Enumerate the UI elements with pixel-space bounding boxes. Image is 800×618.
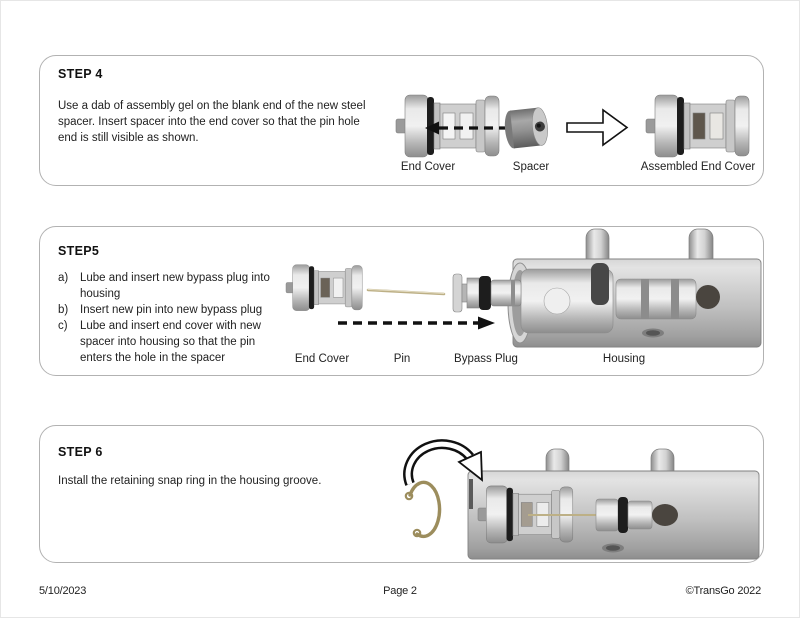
step6-figure (396, 438, 768, 570)
item-line: housing (80, 288, 121, 300)
list-item (58, 302, 270, 318)
step6-body-line: Install the retaining snap ring in the housing groove. (58, 475, 322, 487)
o-ring (507, 488, 513, 541)
item-line: Lube and insert new bypass plug into (80, 272, 270, 284)
spacer-in-window (321, 278, 330, 297)
end-cover-window (333, 278, 343, 297)
step4-body-line: Use a dab of assembly gel on the blank end of the new steel (58, 100, 366, 112)
step4-heading: STEP 4 (58, 67, 103, 81)
step5-heading: STEP5 (58, 244, 100, 258)
end-cover-illustration (396, 95, 499, 157)
item-line: Lube and insert end cover with new (80, 320, 261, 332)
o-ring (618, 497, 628, 533)
end-cover-window (443, 113, 455, 139)
item-marker: a) (58, 272, 69, 284)
step4-body (58, 98, 366, 146)
item-line: Insert new pin into new bypass plug (80, 304, 263, 316)
spring-slot (591, 263, 609, 305)
step5-instruction-list (58, 270, 270, 366)
spacer-in-window (693, 113, 705, 139)
o-ring (479, 276, 491, 310)
housing-label: Housing (602, 353, 646, 365)
o-ring (677, 97, 684, 155)
bypass-plug-illustration (453, 274, 521, 312)
end-cover-window (710, 113, 723, 139)
end-cover-illustration (286, 265, 362, 311)
step6-body (58, 473, 321, 489)
footer-page-number: Page 2 (383, 585, 417, 597)
assembled-end-cover-label: Assembled End Cover (640, 161, 756, 173)
step4-body-line: spacer. Insert spacer into the end cover so that the pin hole (58, 116, 360, 128)
item-marker: b) (58, 304, 69, 316)
pin-label: Pin (393, 353, 411, 365)
snap-ring-illustration (406, 482, 440, 536)
plug-dark-tip (652, 504, 678, 526)
housing-illustration (508, 229, 761, 347)
footer-copyright: ©TransGo 2022 (685, 585, 761, 597)
step4-body-line: end is still visible as shown. (58, 132, 199, 144)
transform-arrow-icon (567, 110, 627, 145)
spacer-illustration (503, 107, 549, 149)
footer-date: 5/10/2023 (39, 585, 87, 597)
step5-figure (284, 227, 766, 375)
o-ring (309, 266, 314, 309)
plug-dark-tip (696, 285, 720, 309)
bypass-plug-label: Bypass Plug (454, 353, 518, 365)
spacer-label: Spacer (512, 161, 550, 173)
list-item (58, 318, 270, 366)
snap-ring-groove (469, 479, 473, 509)
pin-illustration (368, 289, 444, 294)
snap-ring-body (410, 482, 440, 536)
end-cover-label: End Cover (400, 161, 456, 173)
assembled-end-cover-illustration (646, 95, 749, 157)
step6-heading: STEP 6 (58, 445, 103, 459)
insert-direction-arrow-icon (338, 317, 495, 330)
item-line: spacer into housing so that the pin (80, 336, 256, 348)
assembled-housing-illustration (468, 449, 759, 559)
end-cover-label: End Cover (294, 353, 350, 365)
item-line: enters the hole in the spacer (80, 352, 226, 364)
list-item (58, 270, 270, 302)
end-cover-window (460, 113, 473, 139)
item-marker: c) (58, 320, 68, 332)
